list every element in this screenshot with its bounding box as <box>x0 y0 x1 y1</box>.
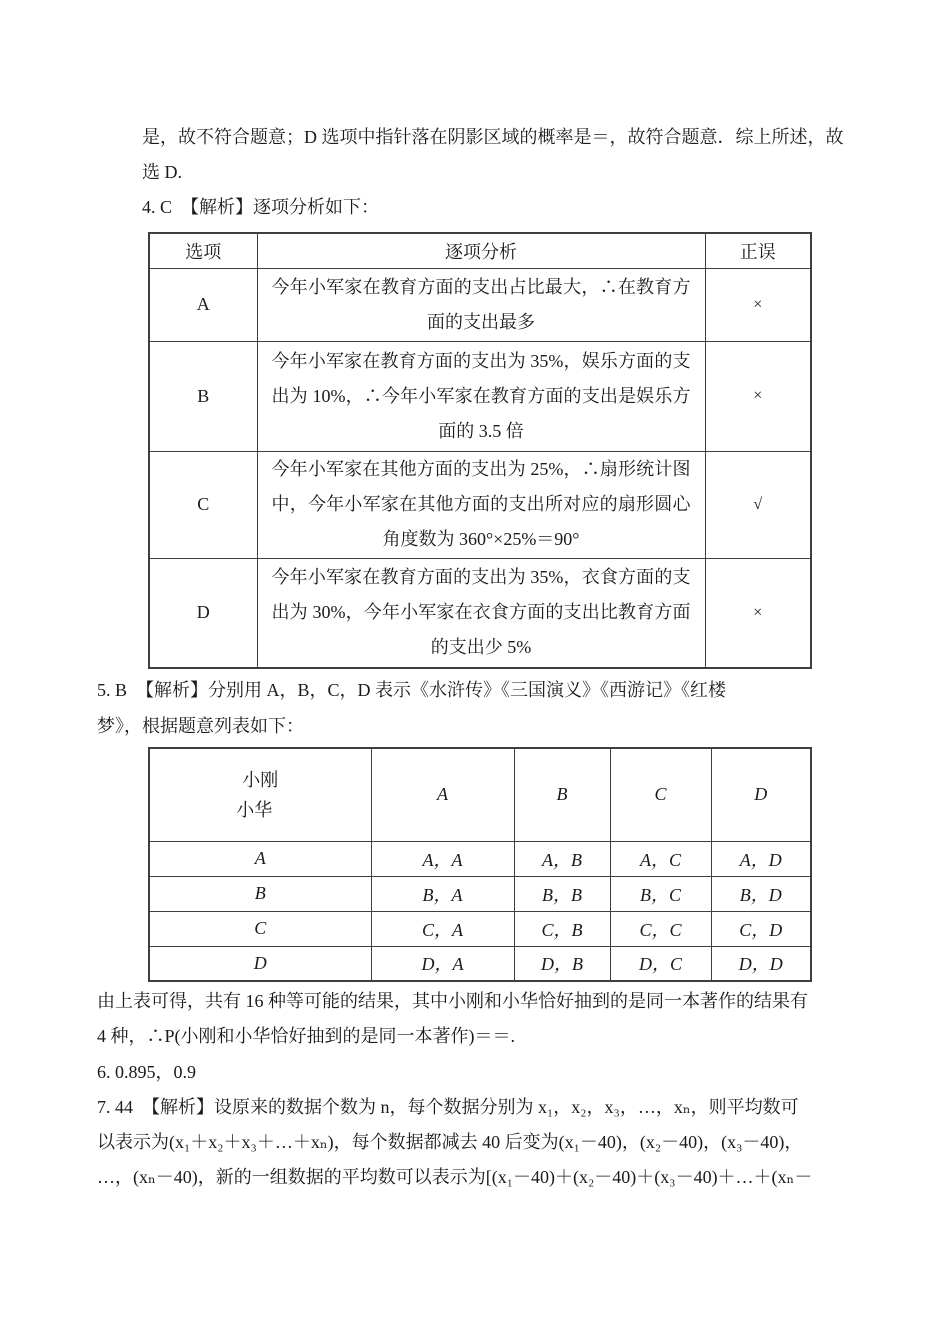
grid-cell: C，D <box>711 911 811 946</box>
table-row <box>149 268 811 341</box>
text-line: 由上表可得，共有 16 种等可能的结果，其中小刚和小华恰好抽到的是同一本著作的结果有 <box>97 991 808 1011</box>
analysis-cell: 今年小军家在教育方面的支出为 35%，衣食方面的支出为 30%，今年小军家在衣食方面的支出比教育方面的支出少 5% <box>257 558 705 668</box>
analysis-cell: 今年小军家在教育方面的支出为 35%，娱乐方面的支出为 10%，∴今年小军家在教育方面的支出是娱乐方面的 3.5 倍 <box>257 341 705 451</box>
grid-cell: B，A <box>371 876 514 911</box>
grid-row <box>149 911 811 946</box>
text-line: 选 D. <box>142 162 182 182</box>
verdict-cell: × <box>705 341 811 451</box>
header-verdict: 正误 <box>705 233 811 268</box>
grid-cell: A，B <box>514 841 610 876</box>
paragraph-q5-q6-q7 <box>97 984 897 1196</box>
analysis-cell: 今年小军家在教育方面的支出占比最大，∴在教育方面的支出最多 <box>257 268 705 341</box>
grid-cell: C，B <box>514 911 610 946</box>
option-cell: C <box>149 451 257 558</box>
question-6-answer-line: 6. 0.895，0.9 <box>97 1061 196 1082</box>
grid-cell: C，C <box>610 911 711 946</box>
option-cell: A <box>149 268 257 341</box>
grid-cell: A，D <box>711 841 811 876</box>
corner-label-xiaohua: 小华 <box>236 799 273 820</box>
grid-row-header: A <box>149 841 371 876</box>
question-7-answer-line: 7. 44 【解析】设原来的数据个数为 n，每个数据分别为 x₁，x₂，x₃，…，xₙ，则平均数可 <box>97 1096 799 1117</box>
grid-row <box>149 841 811 876</box>
corner-header-cell <box>149 748 371 841</box>
paragraph-q3-conclusion <box>142 120 902 225</box>
corner-label-xiaogang: 小刚 <box>242 769 279 790</box>
grid-col-header: B <box>514 748 610 841</box>
text-line: 是，故不符合题意；D 选项中指针落在阴影区域的概率是＝，故符合题意．综上所述，故 <box>142 127 844 147</box>
paragraph-q5-answer <box>97 672 877 744</box>
grid-row-header: B <box>149 876 371 911</box>
text-line: …，(xₙ－40)，新的一组数据的平均数可以表示为[(x₁－40)＋(x₂－40)＋(x₃－40)＋…＋(xₙ－ <box>97 1167 813 1188</box>
verdict-cell: × <box>705 268 811 341</box>
option-cell: B <box>149 341 257 451</box>
grid-cell: B，B <box>514 876 610 911</box>
question-5-answer-line: 5. B 【解析】分别用 A，B，C，D 表示《水浒传》《三国演义》《西游记》《红楼 <box>97 680 727 700</box>
grid-col-header: D <box>711 748 811 841</box>
grid-col-header: A <box>371 748 514 841</box>
option-analysis-table <box>148 232 812 669</box>
grid-cell: D，A <box>371 946 514 981</box>
grid-cell: B，C <box>610 876 711 911</box>
table-row <box>149 341 811 451</box>
verdict-cell: × <box>705 558 811 668</box>
grid-cell: D，C <box>610 946 711 981</box>
verdict-cell: √ <box>705 451 811 558</box>
grid-cell: B，D <box>711 876 811 911</box>
grid-cell: C，A <box>371 911 514 946</box>
header-analysis: 逐项分析 <box>257 233 705 268</box>
grid-cell: D，B <box>514 946 610 981</box>
table-row <box>149 451 811 558</box>
option-cell: D <box>149 558 257 668</box>
outcome-grid-table <box>148 747 812 982</box>
text-line: 4 种，∴P(小刚和小华恰好抽到的是同一本著作)＝＝. <box>97 1026 515 1047</box>
text-line: 梦》，根据题意列表如下： <box>97 716 304 736</box>
grid-row <box>149 946 811 981</box>
table-header-row <box>149 233 811 268</box>
text-line: 以表示为(x₁＋x₂＋x₃＋…＋xₙ)，每个数据都减去 40 后变为(x₁－40)，(x₂－40)，(x₃－40)， <box>97 1132 803 1153</box>
grid-row-header: D <box>149 946 371 981</box>
grid-row-header: C <box>149 911 371 946</box>
header-option: 选项 <box>149 233 257 268</box>
table-row <box>149 558 811 668</box>
grid-cell: A，A <box>371 841 514 876</box>
grid-row <box>149 876 811 911</box>
grid-cell: A，C <box>610 841 711 876</box>
grid-cell: D，D <box>711 946 811 981</box>
grid-header-row <box>149 748 811 841</box>
grid-col-header: C <box>610 748 711 841</box>
question-4-answer-line: 4. C 【解析】逐项分析如下： <box>142 197 380 217</box>
analysis-cell: 今年小军家在其他方面的支出为 25%，∴扇形统计图中，今年小军家在其他方面的支出所对应的扇形圆心角度数为 360°×25%＝90° <box>257 451 705 558</box>
